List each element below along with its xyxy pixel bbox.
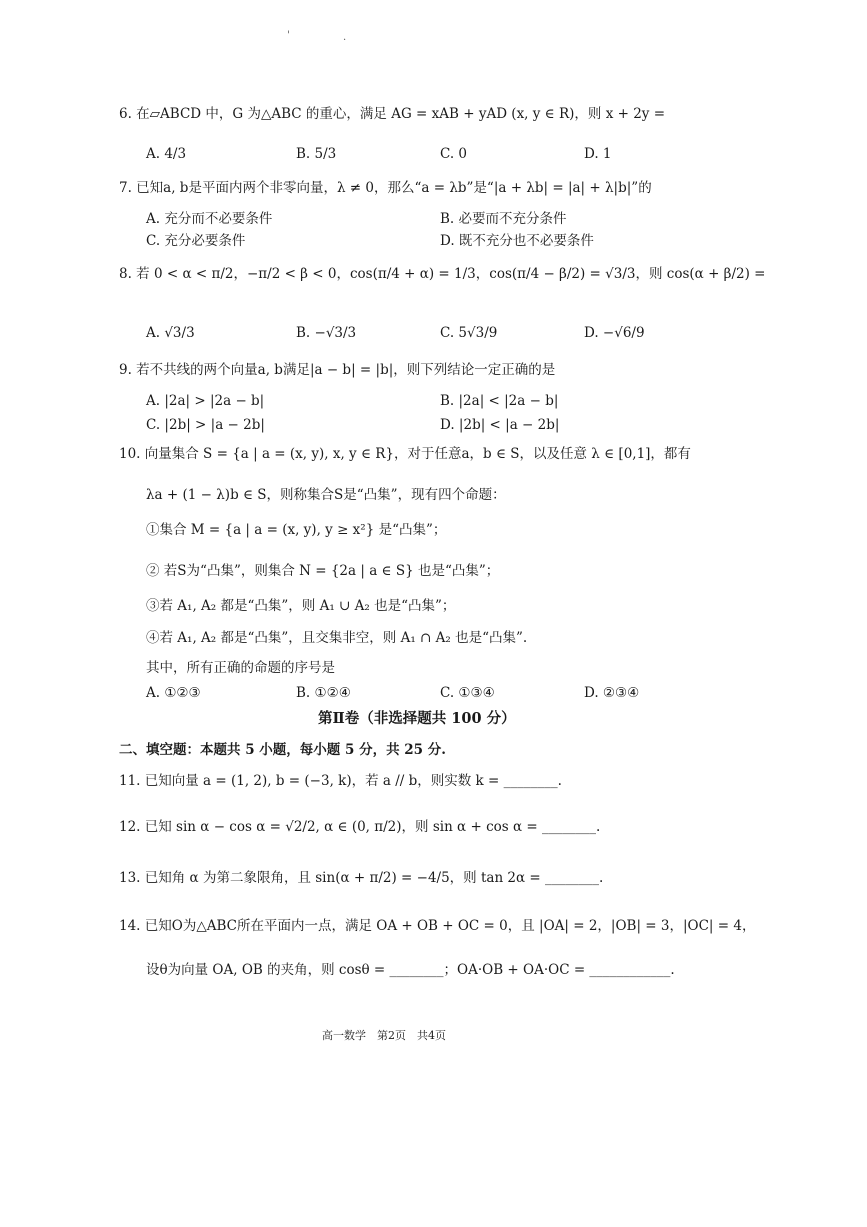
question-9-option-a: A. |2a| > |2a − b| xyxy=(146,393,265,409)
question-10-option-d: D. ②③④ xyxy=(584,685,640,701)
question-14-stem: 14. 已知O为△ABC所在平面内一点，满足 OA + OB + OC = 0，且 |OA| = 2，|OB| = 3，|OC| = 4， xyxy=(119,918,756,934)
question-8-option-c: C. 5√3/9 xyxy=(440,325,498,341)
question-7-option-c: C. 充分必要条件 xyxy=(146,233,246,249)
question-9-stem: 9. 若不共线的两个向量a, b满足|a − b| = |b|，则下列结论一定正确的是 xyxy=(119,362,556,378)
scan-speck: ' xyxy=(287,30,290,41)
question-14-blanks: 设θ为向量 OA, OB 的夹角，则 cosθ = ________；OA·OB + OA·OC = ____________. xyxy=(146,962,675,978)
question-11: 11. 已知向量 a = (1, 2), b = (−3, k)，若 a // b，则实数 k = ________. xyxy=(119,773,562,789)
question-6-option-b: B. 5/3 xyxy=(296,146,337,162)
question-8-option-b: B. −√3/3 xyxy=(296,325,357,341)
question-7-option-b: B. 必要而不充分条件 xyxy=(440,211,567,227)
question-6-stem: 6. 在▱ABCD 中，G 为△ABC 的重心，满足 AG = xAB + yAD (x, y ∈ R)，则 x + 2y = xyxy=(119,106,666,122)
question-10-prompt: 其中，所有正确的命题的序号是 xyxy=(146,660,335,676)
question-9-option-c: C. |2b| > |a − 2b| xyxy=(146,417,265,433)
question-7-stem: 7. 已知a, b是平面内两个非零向量，λ ≠ 0，那么“a = λb”是“|a + λb| = |a| + λ|b|”的 xyxy=(119,180,652,196)
question-7-option-d: D. 既不充分也不必要条件 xyxy=(440,233,594,249)
question-6-option-d: D. 1 xyxy=(584,146,612,162)
question-6-option-a: A. 4/3 xyxy=(146,146,187,162)
question-7-option-a: A. 充分而不必要条件 xyxy=(146,211,273,227)
question-10-proposition-4: ④若 A₁, A₂ 都是“凸集”，且交集非空，则 A₁ ∩ A₂ 也是“凸集”. xyxy=(146,630,528,646)
page-footer: 高一数学 第2页 共4页 xyxy=(322,1029,446,1042)
question-8-option-a: A. √3/3 xyxy=(146,325,195,341)
question-10-stem: 10. 向量集合 S = {a | a = (x, y), x, y ∈ R}，对于任意a，b ∈ S，以及任意 λ ∈ [0,1]，都有 xyxy=(119,446,691,462)
part-2-title: 第Ⅱ卷（非选择题共 100 分） xyxy=(318,710,516,727)
question-8-stem: 8. 若 0 < α < π/2，−π/2 < β < 0，cos(π/4 + α) = 1/3，cos(π/4 − β/2) = √3/3，则 cos(α + β/2) = xyxy=(119,266,766,282)
section-2-heading: 二、填空题：本题共 5 小题，每小题 5 分，共 25 分. xyxy=(119,742,446,758)
question-9-option-d: D. |2b| < |a − 2b| xyxy=(440,417,560,433)
question-6-option-c: C. 0 xyxy=(440,146,468,162)
question-10-option-a: A. ①②③ xyxy=(146,685,201,701)
question-10-option-b: B. ①②④ xyxy=(296,685,351,701)
question-10-proposition-3: ③若 A₁, A₂ 都是“凸集”，则 A₁ ∪ A₂ 也是“凸集”； xyxy=(146,598,456,614)
question-10-proposition-2: ② 若S为“凸集”，则集合 N = {2a | a ∈ S} 也是“凸集”； xyxy=(146,563,500,579)
question-9-option-b: B. |2a| < |2a − b| xyxy=(440,393,559,409)
question-10-definition: λa + (1 − λ)b ∈ S，则称集合S是“凸集”，现有四个命题： xyxy=(146,487,506,503)
question-12: 12. 已知 sin α − cos α = √2/2, α ∈ (0, π/2)，则 sin α + cos α = ________. xyxy=(119,819,601,835)
question-13: 13. 已知角 α 为第二象限角，且 sin(α + π/2) = −4/5，则 tan 2α = ________. xyxy=(119,870,604,886)
scan-speck: . xyxy=(343,32,347,43)
question-10-proposition-1: ①集合 M = {a | a = (x, y), y ≥ x²} 是“凸集”； xyxy=(146,522,447,538)
question-8-option-d: D. −√6/9 xyxy=(584,325,645,341)
question-10-option-c: C. ①③④ xyxy=(440,685,495,701)
